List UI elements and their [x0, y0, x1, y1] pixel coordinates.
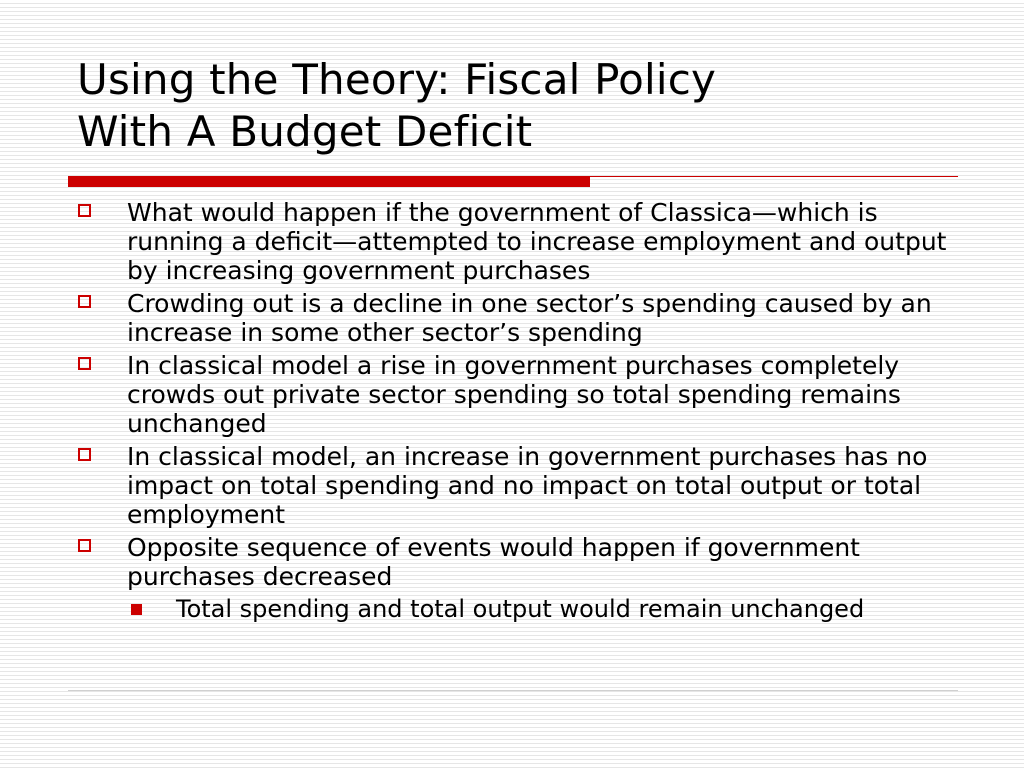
bullet-text: What would happen if the government of Classica—which is running a deficit—attempted to increase employment and output by increasing government purchases: [127, 198, 947, 285]
hollow-square-bullet-icon: [78, 448, 91, 461]
filled-square-bullet-icon: [131, 604, 142, 615]
hollow-square-bullet-icon: [78, 204, 91, 217]
title-underline-thick: [68, 176, 590, 187]
sub-list-item: [76, 595, 956, 623]
list-item: [76, 198, 956, 285]
sub-bullet-text: Total spending and total output would remain unchanged: [176, 595, 865, 623]
list-item: [76, 289, 956, 347]
bullet-text: Crowding out is a decline in one sector’s spending caused by an increase in some other sector’s spending: [127, 289, 932, 347]
bullet-text: In classical model a rise in government purchases completely crowds out private sector spending so total spending remains unchanged: [127, 351, 901, 438]
list-item: [76, 442, 956, 529]
bullet-text: Opposite sequence of events would happen if government purchases decreased: [127, 533, 860, 591]
bullet-text: In classical model, an increase in government purchases has no impact on total spending and no impact on total output or total employment: [127, 442, 928, 529]
title-underline-thin: [590, 176, 958, 177]
list-item: [76, 351, 956, 438]
footer-divider: [68, 690, 958, 691]
bullet-list: [76, 198, 956, 623]
title-line-2: With A Budget Deficit: [77, 107, 533, 156]
hollow-square-bullet-icon: [78, 539, 91, 552]
hollow-square-bullet-icon: [78, 357, 91, 370]
slide-title: [77, 54, 977, 158]
list-item: [76, 533, 956, 591]
title-line-1: Using the Theory: Fiscal Policy: [77, 55, 717, 104]
hollow-square-bullet-icon: [78, 295, 91, 308]
